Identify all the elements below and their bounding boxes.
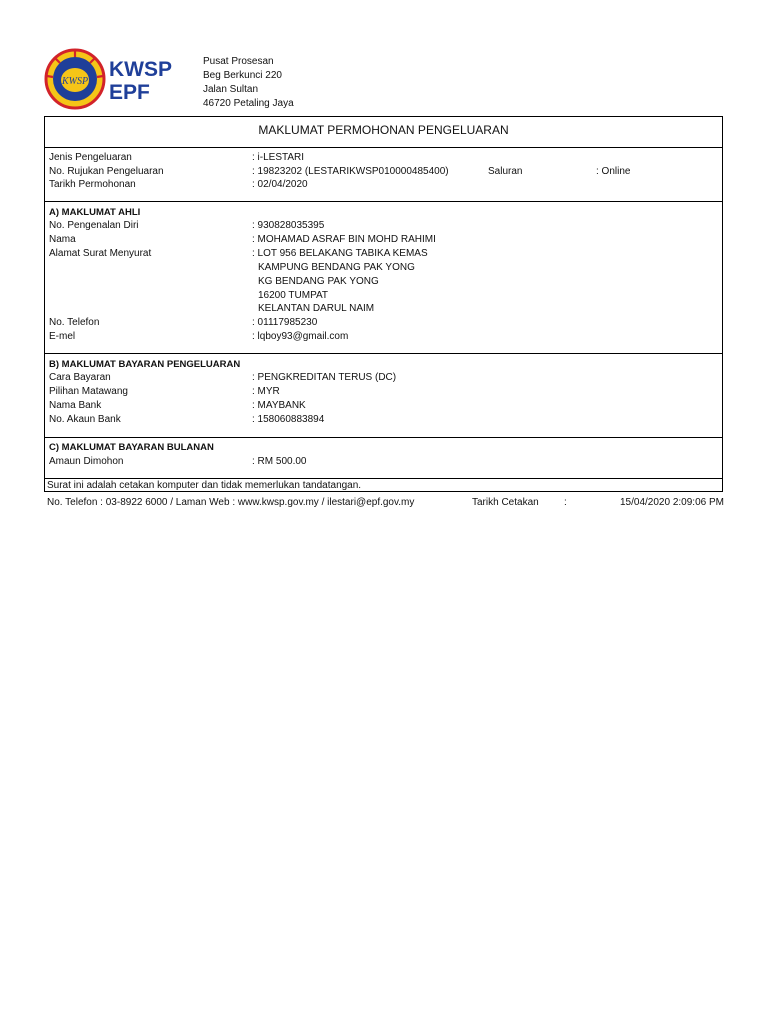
address-line: Beg Berkunci 220 [203, 70, 282, 81]
bank-name-label: Nama Bank [49, 400, 102, 411]
withdrawal-type-value: : i-LESTARI [252, 152, 305, 163]
svg-text:KWSP: KWSP [109, 58, 172, 81]
section-divider [45, 201, 722, 202]
amount-requested-value: : RM 500.00 [252, 456, 307, 467]
print-date-colon: : [564, 497, 567, 508]
bank-account-label: No. Akaun Bank [49, 414, 121, 425]
kwsp-epf-logo [43, 48, 173, 110]
mailing-address-line: : LOT 956 BELAKANG TABIKA KEMAS [252, 248, 428, 259]
application-date-value: : 02/04/2020 [252, 179, 308, 190]
print-date-label: Tarikh Cetakan [472, 497, 539, 508]
amount-requested-label: Amaun Dimohon [49, 456, 124, 467]
footer-contact: No. Telefon : 03-8922 6000 / Laman Web : www.kwsp.gov.my / ilestari@epf.gov.my [47, 497, 415, 508]
withdrawal-reference-label: No. Rujukan Pengeluaran [49, 166, 164, 177]
print-date-value: 15/04/2020 2:09:06 PM [620, 497, 724, 508]
section-c-heading: C) MAKLUMAT BAYARAN BULANAN [49, 442, 214, 453]
processing-centre-address [203, 55, 294, 111]
payment-method-label: Cara Bayaran [49, 372, 111, 383]
email-label: E-mel [49, 331, 76, 342]
name-label: Nama [49, 234, 76, 245]
computer-generated-notice: Surat ini adalah cetakan komputer dan tidak memerlukan tandatangan. [47, 480, 362, 491]
address-line: Pusat Prosesan [203, 56, 274, 67]
address-line: Jalan Sultan [203, 84, 259, 95]
bank-account-value: : 158060883894 [252, 414, 325, 425]
address-line: 46720 Petaling Jaya [203, 98, 294, 109]
section-divider [45, 353, 722, 354]
svg-text:EPF: EPF [109, 81, 150, 104]
name-value: : MOHAMAD ASRAF BIN MOHD RAHIMI [252, 234, 436, 245]
mailing-address-line: KAMPUNG BENDANG PAK YONG [258, 262, 415, 273]
mailing-address-line: KG BENDANG PAK YONG [258, 276, 379, 287]
currency-label: Pilihan Matawang [49, 386, 128, 397]
section-b-heading: B) MAKLUMAT BAYARAN PENGELUARAN [49, 359, 241, 370]
section-divider [45, 437, 722, 438]
phone-value: : 01117985230 [252, 317, 318, 328]
channel-label: Saluran [488, 166, 523, 177]
email-value: : lqboy93@gmail.com [252, 331, 349, 342]
svg-text:KWSP: KWSP [61, 76, 89, 87]
section-a-heading: A) MAKLUMAT AHLI [49, 207, 141, 218]
phone-label: No. Telefon [49, 317, 100, 328]
currency-value: : MYR [252, 386, 280, 397]
mailing-address-line: 16200 TUMPAT [258, 290, 329, 301]
mailing-address-label: Alamat Surat Menyurat [49, 248, 152, 259]
mailing-address-line: KELANTAN DARUL NAIM [258, 303, 375, 314]
ic-number-label: No. Pengenalan Diri [49, 220, 139, 231]
bank-name-value: : MAYBANK [252, 400, 306, 411]
section-divider [45, 478, 722, 479]
ic-number-value: : 930828035395 [252, 220, 325, 231]
withdrawal-reference-value: : 19823202 (LESTARIKWSP010000485400) [252, 166, 449, 177]
application-date-label: Tarikh Permohonan [49, 179, 136, 190]
form-title: MAKLUMAT PERMOHONAN PENGELUARAN [45, 117, 722, 148]
payment-method-value: : PENGKREDITAN TERUS (DC) [252, 372, 397, 383]
withdrawal-type-label: Jenis Pengeluaran [49, 152, 132, 163]
channel-value: : Online [596, 166, 631, 177]
withdrawal-application-form [44, 116, 723, 492]
